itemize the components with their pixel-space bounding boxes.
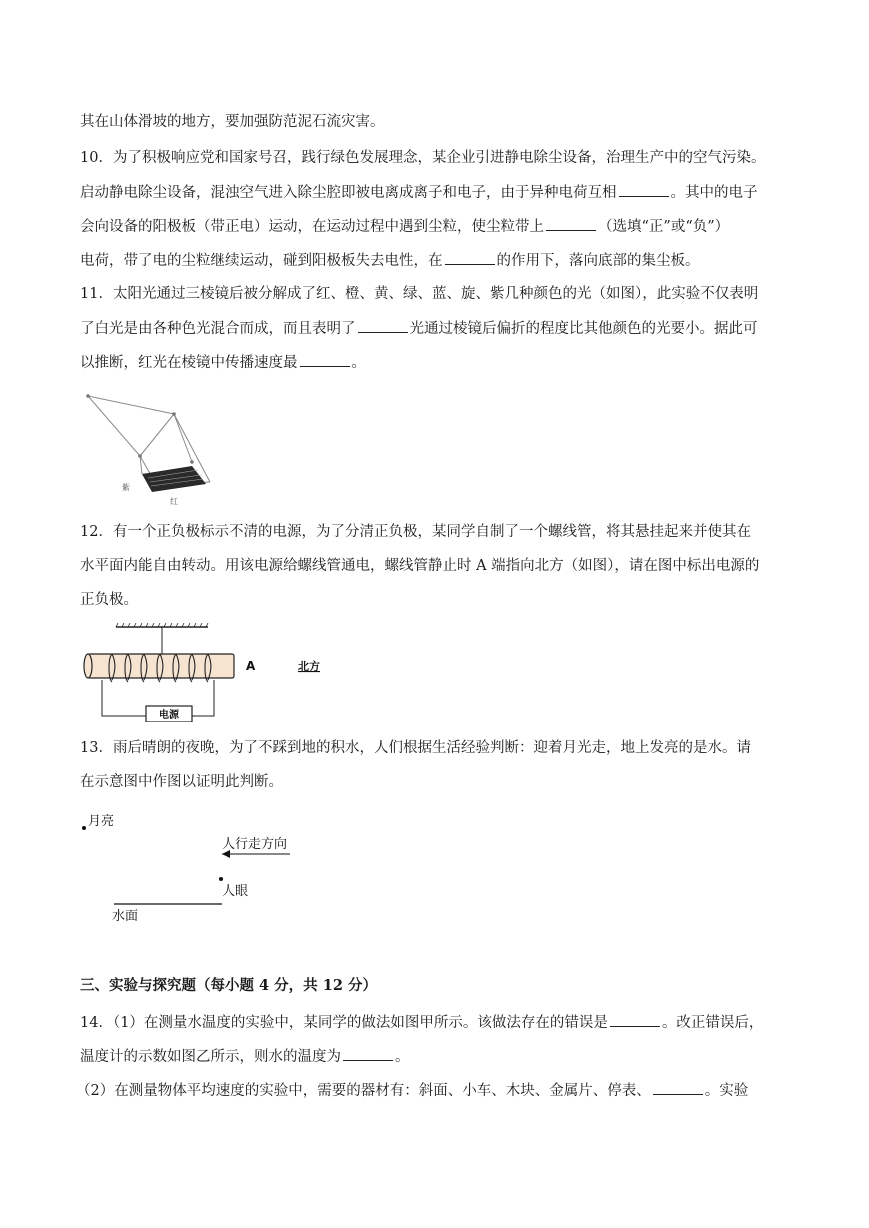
paragraph-text: 的作用下，落向底部的集尘板。 [496, 253, 700, 269]
end-a-label: A [246, 659, 256, 673]
moon-point [82, 826, 86, 830]
answer-blank [619, 182, 669, 197]
paragraph-text: 。 [351, 355, 366, 371]
paragraph-text: 水平面内能自由转动。用该电源给螺线管通电，螺线管静止时 A 端指向北方（如图），请在图中标出电源的 [80, 558, 760, 574]
direction-label: 人行走方向 [222, 837, 288, 852]
question-11-line-2 [80, 318, 758, 339]
moon-label: 月亮 [88, 814, 115, 829]
question-10-line-3 [80, 216, 729, 237]
question-10-line-1 [80, 148, 765, 168]
section-heading [80, 976, 377, 996]
question-12-line-3 [80, 590, 138, 610]
solenoid-figure [82, 622, 342, 722]
question-11-line-3 [80, 352, 366, 373]
paragraph-text: 正负极。 [80, 592, 138, 608]
section-title: 三、实验与探究题（每小题 4 分，共 12 分） [80, 977, 377, 994]
question-11-line-1 [80, 284, 758, 304]
paragraph-text: 其在山体滑坡的地方，要加强防范泥石流灾害。 [80, 114, 385, 130]
paragraph-text: 。 [395, 1049, 410, 1065]
power-supply-label: 电源 [159, 710, 179, 721]
question-12-line-2 [80, 556, 759, 576]
answer-blank [300, 352, 350, 367]
paragraph-text: 。其中的电子 [670, 185, 758, 201]
answer-blank [358, 318, 408, 333]
left-wire [102, 680, 146, 716]
paragraph-text: 启动静电除尘设备，混浊空气进入除尘腔即被电离成离子和电子，由于异种电荷互相 [80, 185, 617, 201]
answer-blank [653, 1080, 703, 1095]
question-10-line-2 [80, 182, 758, 203]
answer-blank [445, 250, 495, 265]
paragraph-text: 会向设备的阳极板（带正电）运动，在运动过程中遇到尘粒，使尘粒带上 [80, 219, 544, 235]
right-wire [192, 680, 214, 716]
question-12-line-1 [80, 522, 751, 542]
question-14-line-1 [80, 1012, 763, 1033]
question-13-line-2 [80, 772, 283, 792]
paragraph-text: 10．为了积极响应党和国家号召，践行绿色发展理念，某企业引进静电除尘设备，治理生产中的空气污染。 [80, 150, 766, 166]
answer-blank [343, 1046, 393, 1061]
violet-label: 紫 [122, 483, 130, 492]
moonlight-figure [80, 808, 310, 928]
question-10-line-4 [80, 250, 700, 271]
paragraph-text: 。改正错误后， [661, 1015, 764, 1031]
eye-point [219, 877, 223, 881]
question-13-line-1 [80, 738, 751, 758]
prism-figure [82, 386, 232, 506]
answer-blank [546, 216, 596, 231]
paragraph-text: 12．有一个正负极标示不清的电源，为了分清正负极，某同学自制了一个螺线管，将其悬挂起来并使其在 [80, 524, 751, 540]
paragraph-text: （2）在测量物体平均速度的实验中，需要的器材有：斜面、小车、木块、金属片、停表、 [76, 1083, 651, 1099]
paragraph-text: 14．（1）在测量水温度的实验中，某同学的做法如图甲所示。该做法存在的错误是 [80, 1015, 608, 1031]
question-14-line-2 [80, 1046, 410, 1067]
paragraph-text: 在示意图中作图以证明此判断。 [80, 774, 283, 790]
paragraph-text: 光通过棱镜后偏折的程度比其他颜色的光要小。据此可 [409, 321, 758, 337]
answer-blank [610, 1012, 660, 1027]
question-14-line-3 [76, 1080, 748, 1101]
paragraph-text: 了白光是由各种色光混合而成，而且表明了 [80, 321, 356, 337]
paragraph-text: 13．雨后晴朗的夜晚，为了不踩到地的积水，人们根据生活经验判断：迎着月光走，地上发亮的是水。请 [80, 740, 751, 756]
water-label: 水面 [112, 909, 139, 924]
north-label: 北方 [298, 660, 320, 673]
paragraph-text: 以推断，红光在棱镜中传播速度最 [80, 355, 298, 371]
paragraph-text: 11．太阳光通过三棱镜后被分解成了红、橙、黄、绿、蓝、旋、紫几种颜色的光（如图），此实验不仅表明 [80, 286, 759, 302]
paragraph-text: 。实验 [704, 1083, 749, 1099]
paragraph-text: 温度计的示数如图乙所示，则水的温度为 [80, 1049, 341, 1065]
paragraph-text: （选填“正”或“负”） [598, 219, 730, 235]
red-label: 红 [170, 497, 178, 506]
text-line [80, 112, 385, 132]
eye-label: 人眼 [222, 884, 249, 899]
paragraph-text: 电荷，带了电的尘粒继续运动，碰到阳极板失去电性，在 [80, 253, 443, 269]
